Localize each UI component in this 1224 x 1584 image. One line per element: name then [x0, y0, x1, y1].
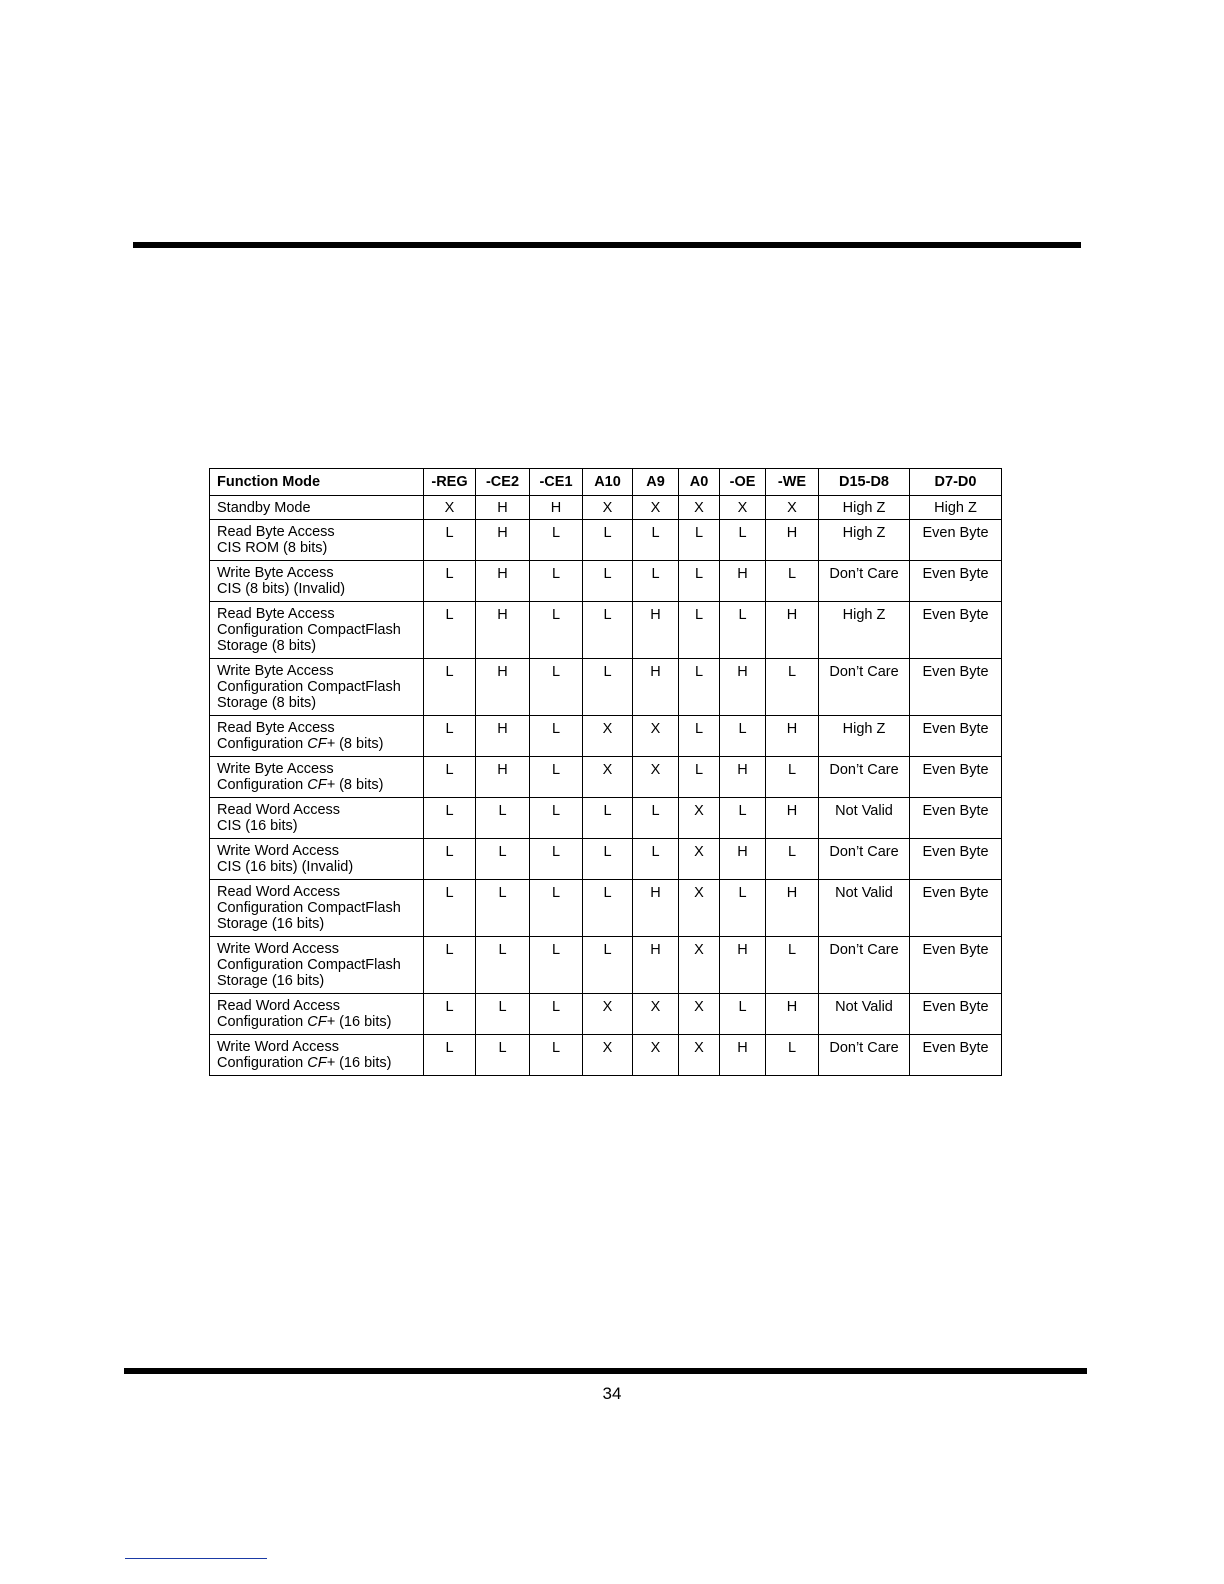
signal-cell: H	[476, 716, 530, 757]
function-mode-line: Read Word Access	[217, 802, 341, 818]
signal-cell: Don’t Care	[819, 757, 910, 798]
signal-cell: H	[476, 520, 530, 561]
signal-cell: X	[679, 1035, 720, 1076]
signal-cell: X	[679, 880, 720, 937]
signal-cell: H	[720, 757, 766, 798]
signal-cell: Don’t Care	[819, 561, 910, 602]
table-row	[210, 561, 1002, 602]
signal-cell: L	[766, 839, 819, 880]
function-mode-cell	[210, 839, 424, 880]
table-row	[210, 602, 1002, 659]
function-mode-cell	[210, 1035, 424, 1076]
signal-cell: L	[530, 659, 583, 716]
function-mode-line: Configuration CompactFlash	[217, 957, 401, 973]
signal-cell: H	[766, 520, 819, 561]
function-mode-table	[209, 468, 1002, 1076]
signal-cell: L	[530, 561, 583, 602]
signal-cell: H	[720, 659, 766, 716]
signal-cell: H	[476, 757, 530, 798]
signal-cell: High Z	[819, 602, 910, 659]
signal-cell: L	[424, 561, 476, 602]
signal-cell: Even Byte	[910, 659, 1002, 716]
signal-cell: L	[530, 1035, 583, 1076]
signal-cell: L	[530, 994, 583, 1035]
signal-cell: X	[633, 1035, 679, 1076]
signal-cell: X	[679, 994, 720, 1035]
signal-cell: L	[424, 994, 476, 1035]
signal-cell: L	[583, 880, 633, 937]
signal-cell: L	[720, 798, 766, 839]
function-mode-line: Read Word Access	[217, 884, 341, 900]
column-header: -WE	[766, 469, 819, 496]
function-mode-line: CIS ROM (8 bits)	[217, 540, 328, 556]
column-header: -CE1	[530, 469, 583, 496]
signal-cell: L	[720, 716, 766, 757]
function-mode-cell	[210, 937, 424, 994]
signal-cell: X	[720, 496, 766, 520]
function-mode-line: Standby Mode	[217, 500, 311, 516]
function-mode-cell	[210, 994, 424, 1035]
table-row	[210, 1035, 1002, 1076]
signal-cell: H	[530, 496, 583, 520]
signal-cell: L	[679, 520, 720, 561]
function-mode-line: CIS (16 bits)	[217, 818, 298, 834]
signal-cell: H	[633, 602, 679, 659]
signal-cell: H	[476, 496, 530, 520]
signal-cell: X	[766, 496, 819, 520]
signal-cell: L	[530, 937, 583, 994]
page-number: 34	[602, 1384, 622, 1403]
signal-cell: H	[476, 602, 530, 659]
column-header: A0	[679, 469, 720, 496]
signal-cell: L	[530, 520, 583, 561]
signal-cell: L	[583, 520, 633, 561]
function-mode-line: Write Word Access	[217, 941, 339, 957]
signal-cell: X	[583, 1035, 633, 1076]
signal-cell: Not Valid	[819, 994, 910, 1035]
signal-cell: X	[633, 994, 679, 1035]
signal-cell: H	[766, 880, 819, 937]
table-body	[210, 496, 1002, 1076]
signal-cell: L	[530, 839, 583, 880]
function-mode-line: CIS (8 bits) (Invalid)	[217, 581, 346, 597]
signal-cell: H	[766, 994, 819, 1035]
signal-cell: L	[633, 520, 679, 561]
signal-cell: L	[720, 880, 766, 937]
signal-cell: H	[476, 659, 530, 716]
function-mode-line: Configuration CF+ (16 bits)	[217, 1055, 392, 1071]
signal-cell: L	[424, 757, 476, 798]
signal-cell: L	[424, 716, 476, 757]
function-mode-cell	[210, 602, 424, 659]
table-row	[210, 937, 1002, 994]
column-header: -OE	[720, 469, 766, 496]
signal-cell: X	[679, 937, 720, 994]
function-mode-line: Storage (16 bits)	[217, 973, 325, 989]
signal-cell: L	[633, 798, 679, 839]
signal-cell: L	[583, 561, 633, 602]
table-row	[210, 757, 1002, 798]
function-mode-cell	[210, 496, 424, 520]
signal-cell: L	[476, 994, 530, 1035]
signal-cell: L	[424, 1035, 476, 1076]
signal-cell: H	[766, 602, 819, 659]
signal-cell: Even Byte	[910, 602, 1002, 659]
signal-cell: L	[476, 839, 530, 880]
signal-cell: L	[766, 561, 819, 602]
signal-cell: L	[583, 659, 633, 716]
table-row	[210, 716, 1002, 757]
column-header: Function Mode	[210, 469, 424, 496]
signal-cell: H	[633, 880, 679, 937]
function-mode-line: Read Byte Access	[217, 606, 335, 622]
signal-cell: L	[679, 561, 720, 602]
function-mode-line: Read Byte Access	[217, 524, 335, 540]
signal-cell: L	[476, 880, 530, 937]
signal-cell: L	[583, 798, 633, 839]
column-header: A10	[583, 469, 633, 496]
function-mode-line: Write Word Access	[217, 843, 339, 859]
function-mode-cell	[210, 659, 424, 716]
signal-cell: L	[530, 716, 583, 757]
signal-cell: X	[633, 496, 679, 520]
signal-cell: L	[720, 520, 766, 561]
signal-cell: L	[720, 994, 766, 1035]
signal-cell: Even Byte	[910, 716, 1002, 757]
signal-cell: L	[766, 937, 819, 994]
signal-cell: L	[476, 937, 530, 994]
signal-cell: X	[583, 994, 633, 1035]
function-mode-line: Read Word Access	[217, 998, 341, 1014]
signal-cell: L	[424, 659, 476, 716]
table-row	[210, 496, 1002, 520]
function-mode-cell	[210, 716, 424, 757]
function-mode-line: Configuration CompactFlash	[217, 679, 401, 695]
signal-cell: H	[633, 659, 679, 716]
function-mode-line: Storage (16 bits)	[217, 916, 325, 932]
function-mode-line: Configuration CompactFlash	[217, 900, 401, 916]
table-row	[210, 839, 1002, 880]
column-header: A9	[633, 469, 679, 496]
function-mode-line: Configuration CF+ (8 bits)	[217, 777, 384, 793]
signal-cell: Not Valid	[819, 798, 910, 839]
header-rule	[133, 242, 1081, 248]
table-row	[210, 659, 1002, 716]
signal-cell: High Z	[819, 496, 910, 520]
signal-cell: L	[720, 602, 766, 659]
signal-cell: X	[424, 496, 476, 520]
function-mode-cell	[210, 880, 424, 937]
signal-cell: L	[424, 839, 476, 880]
column-header: -REG	[424, 469, 476, 496]
signal-cell: Don’t Care	[819, 937, 910, 994]
table-row	[210, 880, 1002, 937]
function-mode-cell	[210, 561, 424, 602]
table-header-row	[210, 469, 1002, 496]
signal-cell: High Z	[819, 716, 910, 757]
footer-rule	[124, 1368, 1087, 1374]
function-mode-line: Write Byte Access	[217, 565, 334, 581]
signal-cell: Even Byte	[910, 994, 1002, 1035]
signal-cell: High Z	[819, 520, 910, 561]
signal-cell: L	[679, 716, 720, 757]
signal-cell: L	[424, 798, 476, 839]
signal-cell: X	[583, 496, 633, 520]
signal-cell: H	[766, 716, 819, 757]
column-header: D7-D0	[910, 469, 1002, 496]
signal-cell: L	[424, 937, 476, 994]
function-mode-cell	[210, 757, 424, 798]
signal-cell: Not Valid	[819, 880, 910, 937]
column-header: D15-D8	[819, 469, 910, 496]
signal-cell: X	[679, 839, 720, 880]
signal-cell: H	[720, 1035, 766, 1076]
signal-cell: L	[530, 880, 583, 937]
signal-cell: X	[583, 716, 633, 757]
function-mode-line: Write Byte Access	[217, 663, 334, 679]
signal-cell: L	[530, 602, 583, 659]
signal-cell: Don’t Care	[819, 659, 910, 716]
signal-cell: L	[583, 839, 633, 880]
signal-cell: L	[583, 937, 633, 994]
signal-cell: H	[720, 561, 766, 602]
signal-cell: Even Byte	[910, 520, 1002, 561]
signal-cell: H	[720, 937, 766, 994]
signal-cell: L	[476, 1035, 530, 1076]
signal-cell: Don’t Care	[819, 839, 910, 880]
signal-cell: L	[766, 757, 819, 798]
function-mode-line: Write Byte Access	[217, 761, 334, 777]
signal-cell: X	[633, 757, 679, 798]
signal-cell: L	[424, 520, 476, 561]
signal-cell: L	[424, 880, 476, 937]
signal-cell: L	[530, 757, 583, 798]
signal-cell: Even Byte	[910, 839, 1002, 880]
signal-cell: Don’t Care	[819, 1035, 910, 1076]
column-header: -CE2	[476, 469, 530, 496]
signal-cell: H	[633, 937, 679, 994]
signal-cell: L	[583, 602, 633, 659]
function-mode-line: Configuration CF+ (16 bits)	[217, 1014, 392, 1030]
function-mode-cell	[210, 520, 424, 561]
signal-cell: Even Byte	[910, 937, 1002, 994]
signal-cell: X	[679, 496, 720, 520]
table-row	[210, 994, 1002, 1035]
signal-cell: Even Byte	[910, 1035, 1002, 1076]
function-mode-line: Storage (8 bits)	[217, 638, 317, 654]
signal-cell: L	[766, 659, 819, 716]
signal-cell: Even Byte	[910, 798, 1002, 839]
function-mode-cell	[210, 798, 424, 839]
signal-cell: X	[679, 798, 720, 839]
signal-cell: Even Byte	[910, 880, 1002, 937]
signal-cell: L	[679, 659, 720, 716]
function-mode-line: Storage (8 bits)	[217, 695, 317, 711]
signal-cell: X	[583, 757, 633, 798]
signal-cell: Even Byte	[910, 561, 1002, 602]
function-mode-line: Configuration CF+ (8 bits)	[217, 736, 384, 752]
function-mode-line: Write Word Access	[217, 1039, 339, 1055]
signal-cell: High Z	[910, 496, 1002, 520]
signal-cell: Even Byte	[910, 757, 1002, 798]
signal-cell: X	[633, 716, 679, 757]
table-row	[210, 798, 1002, 839]
signal-cell: L	[476, 798, 530, 839]
signal-cell: L	[679, 757, 720, 798]
function-mode-line: Read Byte Access	[217, 720, 335, 736]
table-row	[210, 520, 1002, 561]
signal-cell: L	[679, 602, 720, 659]
signal-cell: H	[766, 798, 819, 839]
signal-cell: L	[530, 798, 583, 839]
signal-cell: L	[633, 839, 679, 880]
signal-cell: L	[766, 1035, 819, 1076]
function-mode-line: CIS (16 bits) (Invalid)	[217, 859, 354, 875]
signal-cell: H	[720, 839, 766, 880]
signal-cell: L	[424, 602, 476, 659]
signal-cell: L	[633, 561, 679, 602]
function-mode-line: Configuration CompactFlash	[217, 622, 401, 638]
footnote-separator	[125, 1558, 267, 1559]
signal-cell: H	[476, 561, 530, 602]
